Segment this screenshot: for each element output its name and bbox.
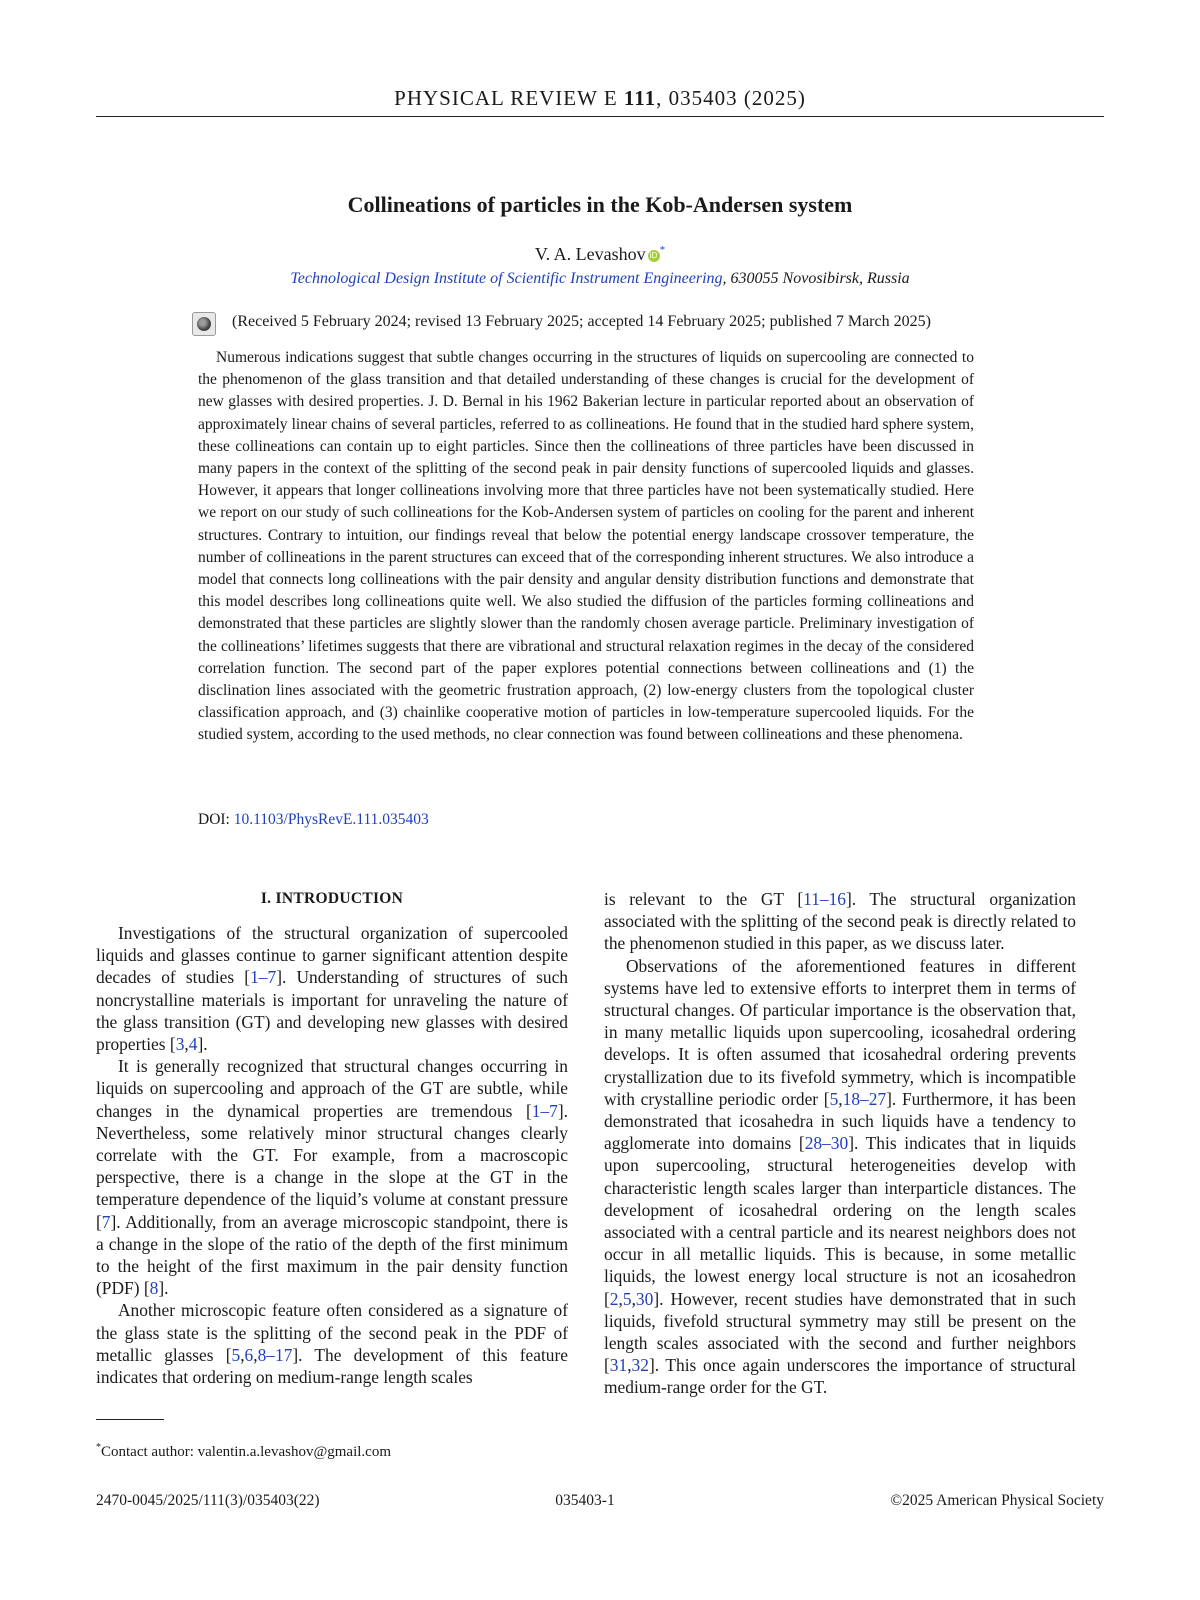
citation-link[interactable]: 2 — [609, 1288, 619, 1309]
affiliation — [96, 270, 1104, 288]
left-column — [96, 888, 568, 1388]
paper-title: Collineations of particles in the Kob-Andersen system — [347, 192, 853, 217]
citation-link[interactable]: 32 — [631, 1355, 649, 1376]
footer-issn: 2470-0045/2025/111(3)/035403(22) — [96, 1492, 320, 1509]
citation-link[interactable]: 3 — [175, 1034, 185, 1055]
footer-page-number: 035403-1 — [555, 1492, 615, 1509]
header-rule — [96, 116, 1104, 117]
author-marker[interactable]: * — [659, 244, 666, 256]
citation-link[interactable]: 31 — [609, 1355, 628, 1376]
citation-link[interactable]: 1–7 — [250, 967, 277, 988]
publication-dates: (Received 5 February 2024; revised 13 February 2025; accepted 14 February 2025; published 7 March 2025) — [232, 313, 931, 330]
abstract: Numerous indications suggest that subtle changes occurring in the structures of liquids on supercooling are connected to the phenomenon of the glass transition and that detailed understanding of these changes is crucial for the development of new glasses with desired properties. J. D. Bernal in his 1962 Bakerian lecture in particular reported about an observation of approximately linear chains of several particles, referred to as collineations. He found that in the studied hard sphere system, these collineations can contain up to eight particles. Since then the collineations of three particles have been discussed in many papers in the context of the splitting of the second peak in pair density functions of supercooled liquids and glasses. However, it appears that longer collineations involving more that three particles have not been systematically studied. Here we report on our study of such collineations for the Kob-Andersen system of particles on cooling for the parent and inherent structures. Contrary to intuition, our findings reveal that below the potential energy landscape crossover temperature, the number of collineations in the parent structures can exceed that of the corresponding inherent structures. We also introduce a model that connects long collineations with the pair density and angular density distribution functions and demonstrate that this model describes long collineations quite well. We also studied the diffusion of the particles forming collineations and demonstrated that these particles are slightly slower than the randomly chosen average particle. Preliminary investigation of the collineations’ lifetimes suggests that there are vibrational and structural relaxation regimes in the decay of the considered correlation function. The second part of the paper explores potential connections between collineations and (1) the disclination lines associated with the geometric frustration approach, (2) low-energy clusters from the topological cluster classification approach, and (3) chainlike cooperative motion of particles in low-temperature supercooled liquids. For the studied system, according to the used methods, no clear connection was found between collineations and these phenomena. — [198, 349, 974, 744]
right-column — [604, 888, 1076, 1399]
check-for-updates-icon[interactable] — [192, 312, 216, 336]
affiliation-link[interactable]: Technological Design Institute of Scientific Instrument Engineering — [290, 270, 723, 287]
author-line — [96, 244, 1104, 265]
footnote — [96, 1442, 391, 1461]
doi-label: DOI: — [198, 811, 234, 828]
journal-volume: 111 — [623, 86, 657, 110]
citation-link[interactable]: 18–27 — [842, 1088, 887, 1109]
citation-link[interactable]: 1–7 — [531, 1100, 558, 1121]
citation-link[interactable]: 4 — [188, 1034, 198, 1055]
citation-link[interactable]: 28–30 — [804, 1133, 849, 1154]
section-heading: I. INTRODUCTION — [260, 890, 404, 907]
citation-link[interactable]: 7 — [101, 1211, 111, 1232]
paragraph-3: Another microscopic feature often considered as a signature of the glass state is the splitting of the second peak in the PDF of metallic glasses [5,6,8–17]. The development of this feature indicates that ordering on medium-range length scales — [96, 1300, 568, 1388]
citation-link[interactable]: 6 — [244, 1344, 254, 1365]
citation-link[interactable]: 11–16 — [803, 889, 846, 909]
footnote-text: Contact author: valentin.a.levashov@gmail.com — [101, 1444, 391, 1460]
doi-line — [198, 811, 429, 829]
paragraph-2: It is generally recognized that structural changes occurring in liquids on supercooling and approach of the GT are subtle, while changes in the dynamical properties are tremendous [1–7]. Nevertheless, some relatively minor structural changes clearly correlate with the GT. For example, from a macroscopic perspective, there is a change in the slope at the GT in the temperature dependence of the liquid’s volume at constant pressure [7]. Additionally, from an average microscopic standpoint, there is a change in the slope of the ratio of the depth of the first minimum to the height of the first maximum in the pair density function (PDF) [8]. — [96, 1056, 568, 1299]
author-name[interactable]: V. A. Levashov — [534, 244, 646, 264]
citation-link[interactable]: 5 — [231, 1344, 241, 1365]
footnote-rule — [96, 1419, 164, 1420]
citation-link[interactable]: 30 — [635, 1288, 654, 1309]
citation-link[interactable]: 8 — [149, 1278, 159, 1299]
paragraph-1: Investigations of the structural organization of supercooled liquids and glasses continue to garner significant attention despite decades of studies [1–7]. Understanding of structures of such noncrystalline materials is important for unraveling the nature of the glass transition (GT) and developing new glasses with desired properties [3,4]. — [96, 923, 568, 1055]
footnote-marker: * — [96, 1442, 101, 1453]
affiliation-location: , 630055 Novosibirsk, Russia — [722, 270, 910, 287]
citation-link[interactable]: 8–17 — [257, 1344, 293, 1365]
citation-link[interactable]: 5 — [829, 1088, 839, 1109]
running-head — [96, 86, 1104, 111]
doi-link[interactable]: 10.1103/PhysRevE.111.035403 — [233, 811, 429, 828]
paragraph-5: Observations of the aforementioned features in different systems have led to extensive efforts to interpret them in terms of structural changes. Of particular importance is the observation that, in many metallic liquids upon supercooling, icosahedral ordering develops. It is often assumed that icosahedral ordering prevents crystallization due to its fivefold symmetry, which is incompatible with crystalline periodic order [5,18–27]. Furthermore, it has been demonstrated that icosahedra in such liquids have a tendency to agglomerate into domains [28–30]. This indicates that in liquids upon supercooling, structural heterogeneities develop with characteristic length scales larger than interparticle distances. The development of icosahedral ordering on the length scales associated with a central particle and its nearest neighbors does not occur in all metallic liquids. This is because, in some metallic liquids, the lowest energy local structure is not an icosahedron [2,5,30]. However, recent studies have demonstrated that in such liquids, fivefold structural symmetry may still be present on the length scales associated with the second and further neighbors [31,32]. This once again underscores the importance of structural medium-range order for the GT. — [604, 955, 1077, 1398]
article-id: , 035403 (2025) — [656, 86, 806, 110]
footer-copyright: ©2025 American Physical Society — [890, 1492, 1104, 1509]
journal-name: PHYSICAL REVIEW E — [394, 86, 618, 110]
orcid-icon[interactable]: iD — [648, 250, 660, 262]
paragraph-4: is relevant to the GT [11–16]. The structural organization associated with the splitting of the second peak is directly related to the phenomenon studied in this paper, as we discuss later. — [604, 889, 1076, 954]
citation-link[interactable]: 5 — [622, 1288, 632, 1309]
